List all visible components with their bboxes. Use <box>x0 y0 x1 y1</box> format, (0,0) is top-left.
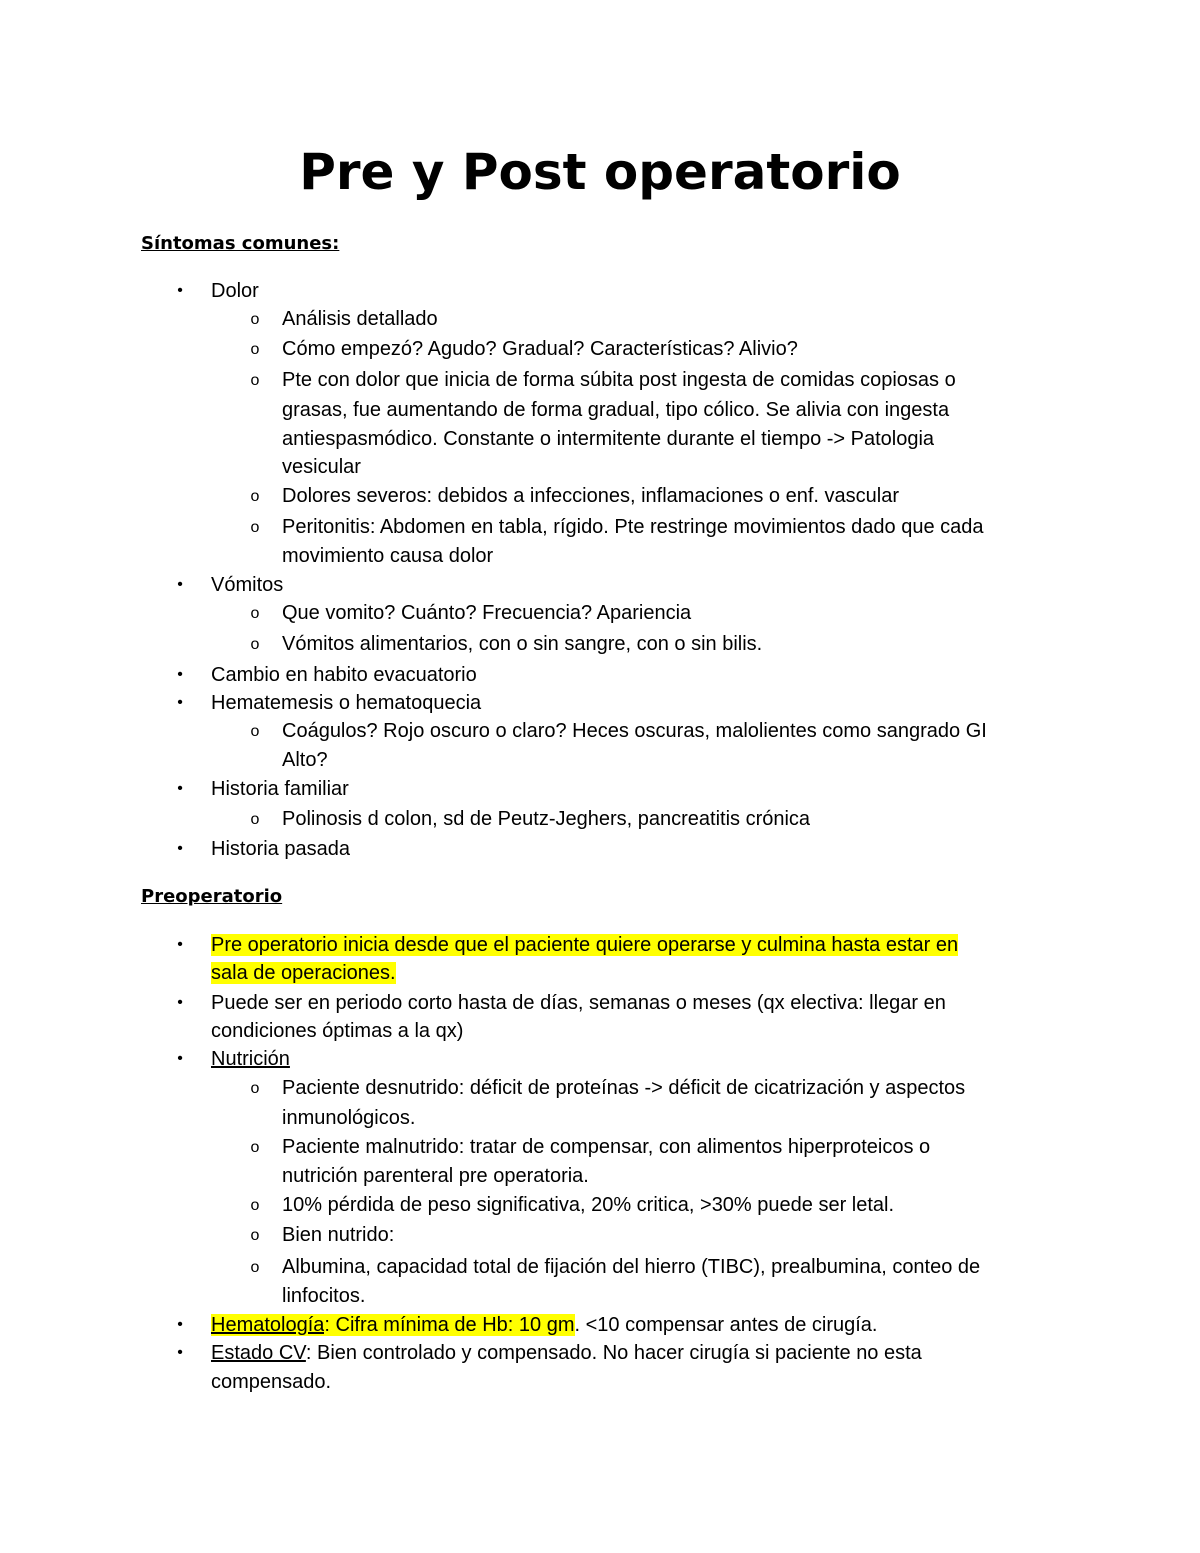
list-item-vomitos: Vómitos <box>211 574 284 596</box>
sub-bullet-icon: o <box>250 605 260 622</box>
sub-item-vomitos-alimentarios: Vómitos alimentarios, con o sin sangre, con o sin bilis. <box>282 633 763 655</box>
highlighted-text: Pre operatorio inicia desde que el paciente quiere operarse y culmina hasta estar en <box>211 934 959 956</box>
sub-item-malnutrido-line-1: Paciente malnutrido: tratar de compensar, con alimentos hiperproteicos o <box>282 1136 931 1158</box>
bullet-icon: • <box>177 936 183 953</box>
sub-item-desnutrido-line-1: Paciente desnutrido: déficit de proteínas -> déficit de cicatrización y aspectos <box>282 1077 966 1099</box>
estado-cv-label: Estado CV <box>211 1342 306 1364</box>
list-item-hematologia <box>211 1311 877 1339</box>
bullet-icon: • <box>177 666 183 683</box>
list-item-inicia-line-2 <box>211 959 396 987</box>
sub-bullet-icon: o <box>250 811 260 828</box>
sub-bullet-icon: o <box>250 1227 260 1244</box>
sub-bullet-icon: o <box>250 1197 260 1214</box>
list-item-estado-cv-line-2: compensado. <box>211 1371 332 1393</box>
hematologia-label: Hematología <box>211 1314 325 1336</box>
sub-item-polinosis: Polinosis d colon, sd de Peutz-Jeghers, pancreatitis crónica <box>282 808 811 830</box>
section-heading-preoperatorio: Preoperatorio <box>141 886 283 907</box>
section-heading-sintomas: Síntomas comunes: <box>141 233 340 254</box>
list-item-hematemesis: Hematemesis o hematoquecia <box>211 692 482 714</box>
sub-item-bien-nutrido: Bien nutrido: <box>282 1224 395 1246</box>
list-item-periodo-line-2: condiciones óptimas a la qx) <box>211 1020 464 1042</box>
hematologia-rest: . <10 compensar antes de cirugía. <box>574 1314 878 1336</box>
sub-item-pte-line-4: vesicular <box>282 456 361 478</box>
sub-bullet-icon: o <box>250 488 260 505</box>
sub-item-malnutrido-line-2: nutrición parenteral pre operatoria. <box>282 1165 589 1187</box>
bullet-icon: • <box>177 1050 183 1067</box>
list-item-estado-cv-line-1 <box>211 1339 922 1367</box>
bullet-icon: • <box>177 1344 183 1361</box>
hematologia-cifra: Cifra mínima de Hb: 10 gm <box>329 1314 575 1336</box>
sub-item-pte-line-1: Pte con dolor que inicia de forma súbita post ingesta de comidas copiosas o <box>282 369 956 391</box>
page-title: Pre y Post operatorio <box>299 143 901 201</box>
sub-bullet-icon: o <box>250 311 260 328</box>
hematologia-colon: : <box>324 1314 330 1336</box>
sub-item-albumina-line-1: Albumina, capacidad total de fijación del hierro (TIBC), prealbumina, conteo de <box>282 1256 981 1278</box>
sub-item-perdida-peso: 10% pérdida de peso significativa, 20% critica, >30% puede ser letal. <box>282 1194 895 1216</box>
sub-item-severos: Dolores severos: debidos a infecciones, inflamaciones o enf. vascular <box>282 485 899 507</box>
sub-item-peritonitis-line-1: Peritonitis: Abdomen en tabla, rígido. Pte restringe movimientos dado que cada <box>282 516 984 538</box>
bullet-icon: • <box>177 694 183 711</box>
list-item-cambio: Cambio en habito evacuatorio <box>211 664 477 686</box>
sub-bullet-icon: o <box>250 1080 260 1097</box>
list-item-historia-pasada: Historia pasada <box>211 838 350 860</box>
bullet-icon: • <box>177 576 183 593</box>
sub-item-pte-line-2: grasas, fue aumentando de forma gradual, tipo cólico. Se alivia con ingesta <box>282 399 950 421</box>
list-item-nutricion: Nutrición <box>211 1048 290 1070</box>
list-item-inicia-line-1 <box>211 931 958 959</box>
estado-cv-text: : Bien controlado y compensado. No hacer cirugía si paciente no esta <box>305 1342 922 1364</box>
bullet-icon: • <box>177 994 183 1011</box>
bullet-icon: • <box>177 780 183 797</box>
sub-item-desnutrido-line-2: inmunológicos. <box>282 1107 416 1129</box>
sub-item-pte-line-3: antiespasmódico. Constante o intermitente durante el tiempo -> Patologia <box>282 428 935 450</box>
sub-bullet-icon: o <box>250 723 260 740</box>
sub-bullet-icon: o <box>250 372 260 389</box>
sub-item-que-vomito: Que vomito? Cuánto? Frecuencia? Apariencia <box>282 602 692 624</box>
bullet-icon: • <box>177 840 183 857</box>
list-item-periodo-line-1: Puede ser en periodo corto hasta de días, semanas o meses (qx electiva: llegar en <box>211 992 946 1014</box>
list-item-historia-familiar: Historia familiar <box>211 778 349 800</box>
sub-item-coagulos-line-2: Alto? <box>282 749 328 771</box>
highlighted-text: sala de operaciones. <box>211 962 396 984</box>
sub-item-analisis: Análisis detallado <box>282 308 438 330</box>
sub-item-como: Cómo empezó? Agudo? Gradual? Características? Alivio? <box>282 338 798 360</box>
sub-bullet-icon: o <box>250 519 260 536</box>
sub-bullet-icon: o <box>250 1259 260 1276</box>
list-item-dolor: Dolor <box>211 280 259 302</box>
bullet-icon: • <box>177 282 183 299</box>
sub-item-albumina-line-2: linfocitos. <box>282 1285 366 1307</box>
sub-item-coagulos-line-1: Coágulos? Rojo oscuro o claro? Heces oscuras, malolientes como sangrado GI <box>282 720 987 742</box>
sub-item-peritonitis-line-2: movimiento causa dolor <box>282 545 494 567</box>
sub-bullet-icon: o <box>250 341 260 358</box>
sub-bullet-icon: o <box>250 636 260 653</box>
sub-bullet-icon: o <box>250 1139 260 1156</box>
bullet-icon: • <box>177 1316 183 1333</box>
